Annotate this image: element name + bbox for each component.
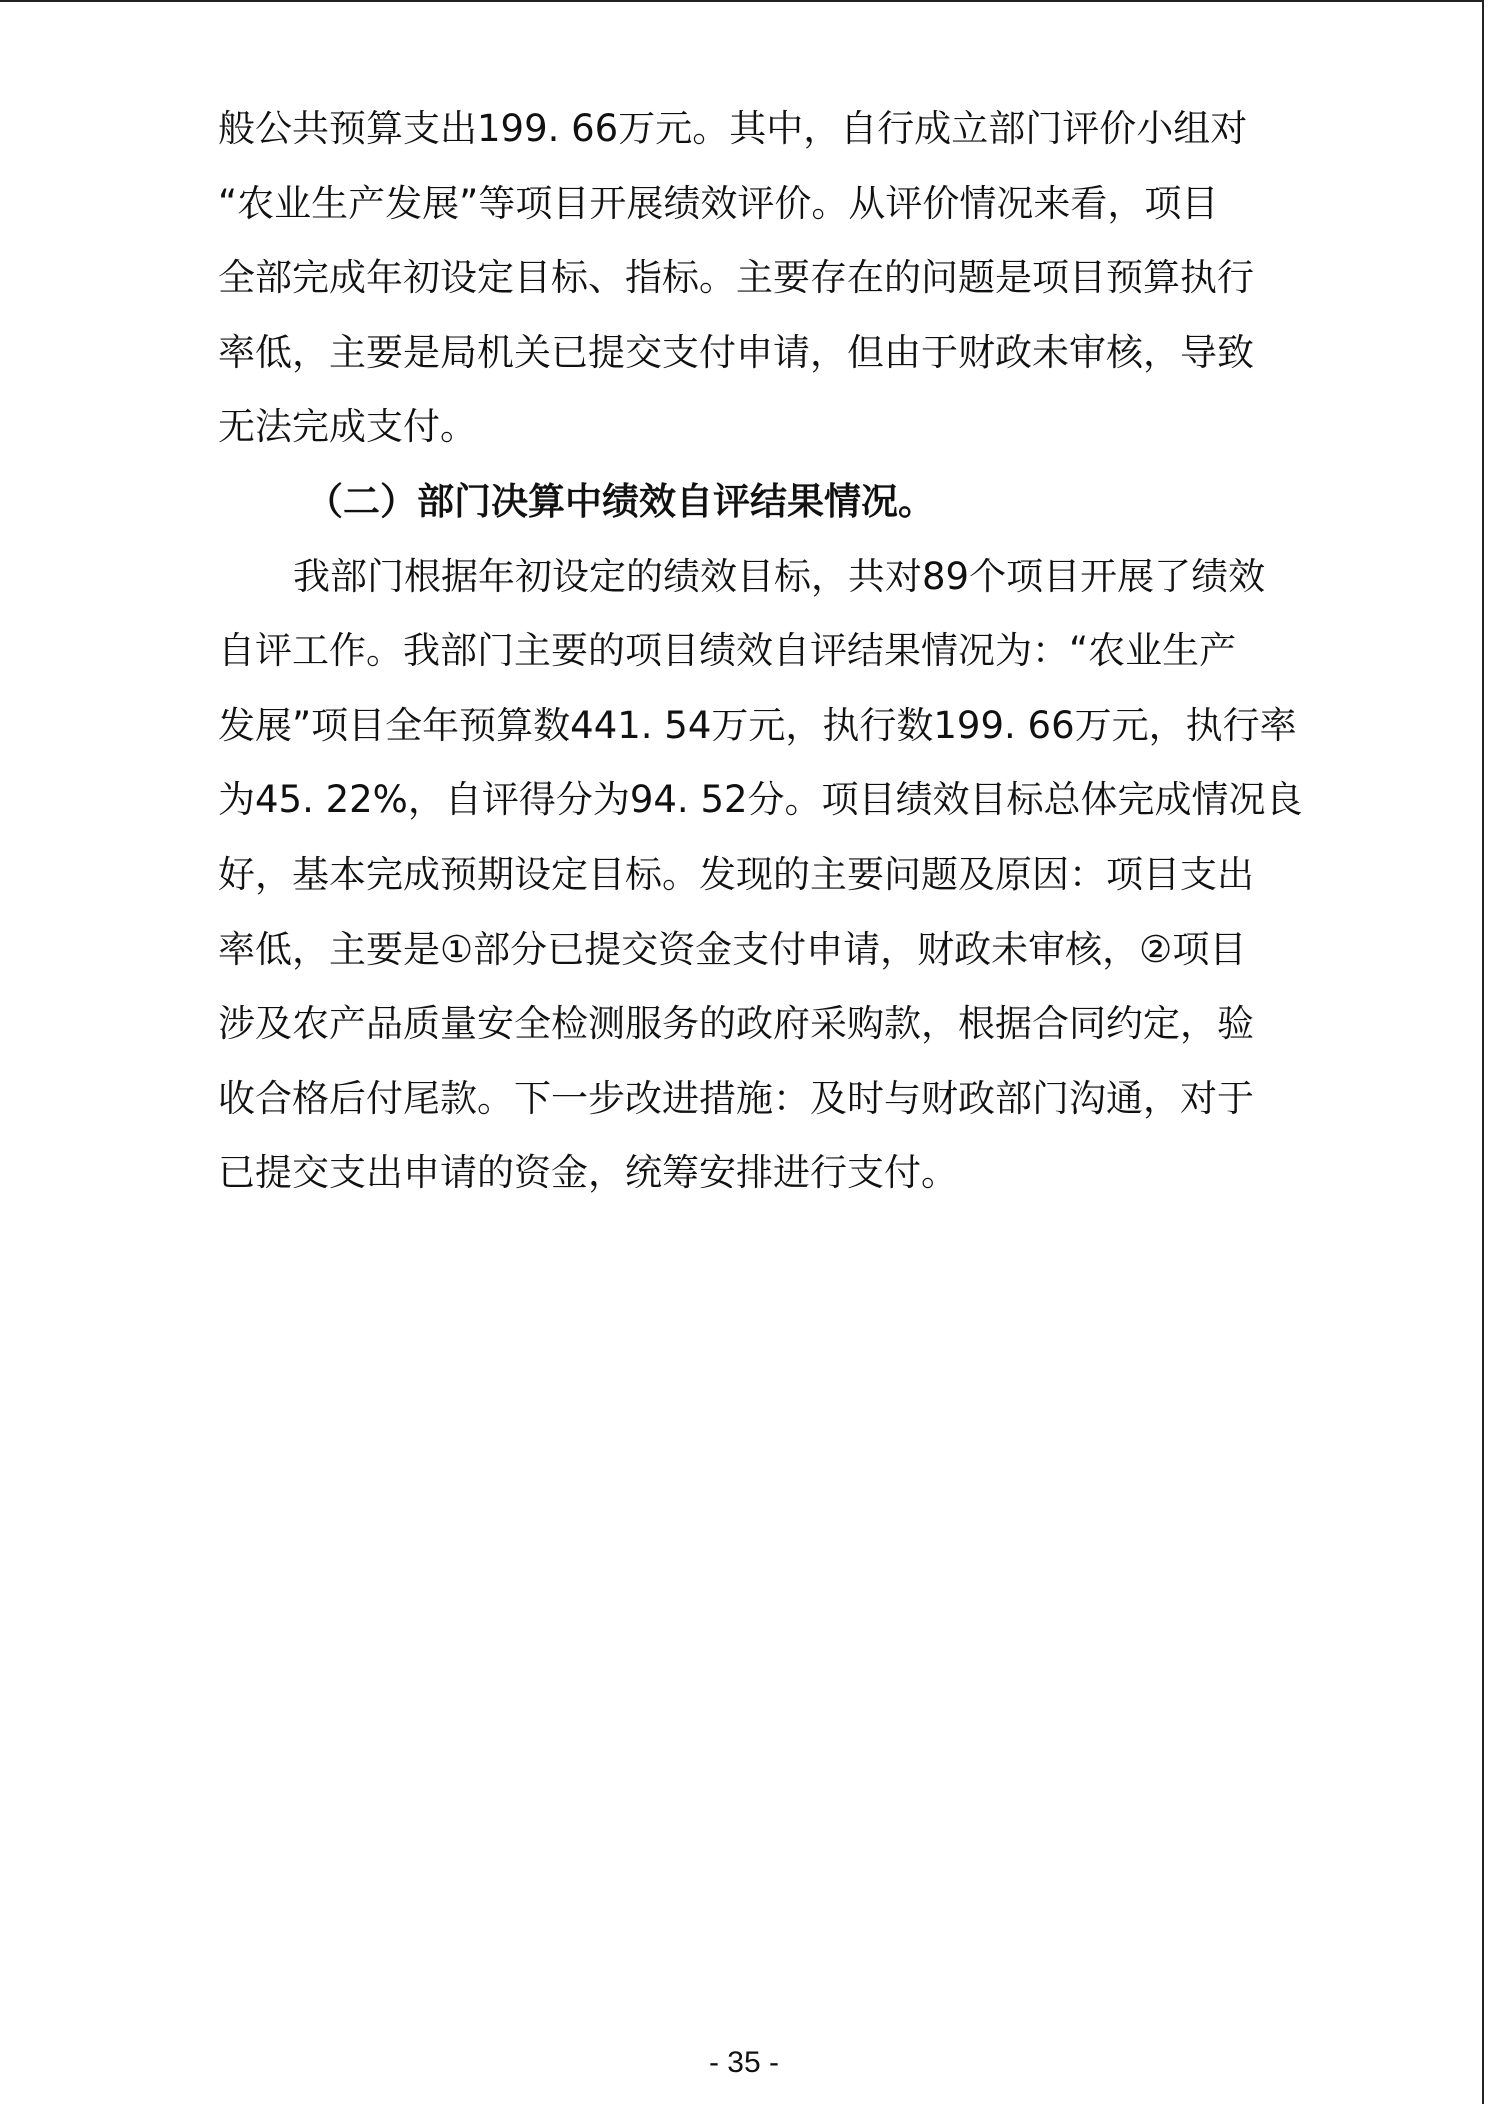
text-line: 率低，主要是①部分已提交资金支付申请，财政未审核，②项目	[218, 927, 1247, 971]
text-line: 为45. 22%，自评得分为94. 52分。项目绩效目标总体完成情况良	[218, 778, 1303, 822]
text-line: 无法完成支付。	[218, 405, 477, 449]
text-line: 般公共预算支出199. 66万元。其中，自行成立部门评价小组对	[218, 107, 1248, 150]
paragraph-self-evaluation	[218, 540, 1303, 1211]
page-number: - 35 -	[708, 2046, 780, 2079]
text-line: 好，基本完成预期设定目标。发现的主要问题及原因：项目支出	[218, 852, 1254, 896]
text-line: 涉及农产品质量安全检测服务的政府采购款，根据合同约定，验	[218, 1002, 1254, 1046]
text-line: 率低，主要是局机关已提交支付申请，但由于财政未审核，导致	[218, 330, 1254, 374]
text-line: 发展”项目全年预算数441. 54万元，执行数199. 66万元，执行率	[218, 703, 1297, 747]
text-line: “农业生产发展”等项目开展绩效评价。从评价情况来看，项目	[218, 181, 1219, 225]
text-line: 收合格后付尾款。下一步改进措施：及时与财政部门沟通，对于	[218, 1076, 1254, 1120]
text-line: 已提交支出申请的资金，统筹安排进行支付。	[218, 1151, 958, 1195]
document-body	[218, 92, 1303, 1211]
text-line: 全部完成年初设定目标、指标。主要存在的问题是项目预算执行	[218, 256, 1254, 300]
section-heading: （二）部门决算中绩效自评结果情况。	[306, 479, 935, 523]
text-line: 我部门根据年初设定的绩效目标，共对89个项目开展了绩效	[293, 554, 1266, 598]
text-line: 自评工作。我部门主要的项目绩效自评结果情况为：“农业生产	[218, 629, 1237, 673]
paragraph-budget-summary	[218, 92, 1288, 465]
